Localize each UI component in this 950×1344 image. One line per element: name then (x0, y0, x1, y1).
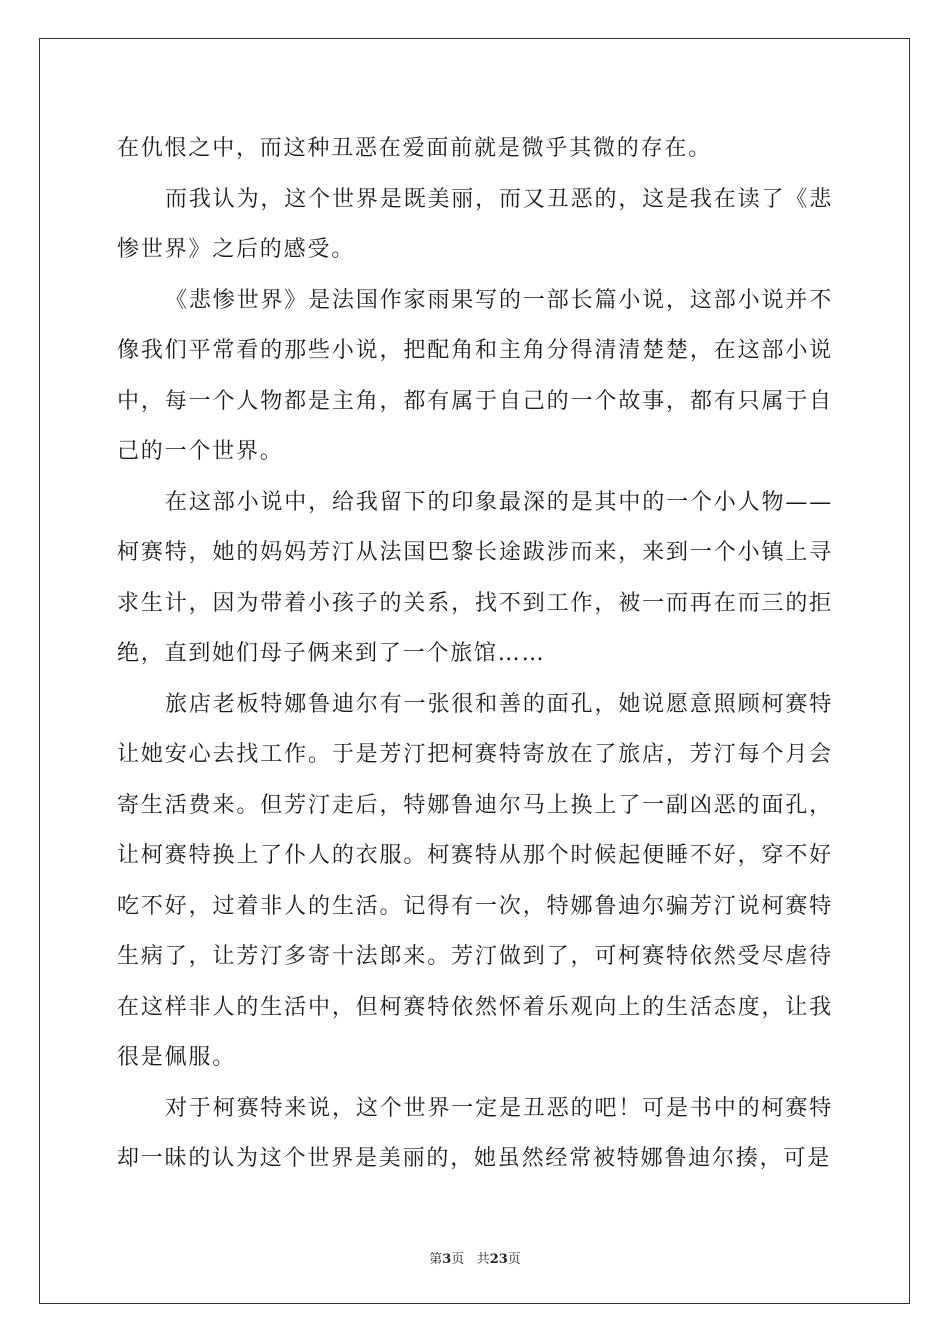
current-page-number: 3 (442, 1252, 452, 1267)
footer-total-suffix: 页 (507, 1252, 521, 1267)
total-pages-number: 23 (489, 1252, 508, 1267)
document-body (117, 124, 833, 1185)
paragraph-2: 而我认为，这个世界是既美丽，而又丑恶的，这是我在读了《悲惨世界》之后的感受。 (117, 186, 833, 262)
paragraph-5: 旅店老板特娜鲁迪尔有一张很和善的面孔，她说愿意照顾柯赛特让她安心去找工作。于是芳汀把柯赛特寄放在了旅店，芳汀每个月会寄生活费来。但芳汀走后，特娜鲁迪尔马上换上了一副凶恶的面孔，让柯赛特换上了仆人的衣服。柯赛特从那个时候起便睡不好，穿不好吃不好，过着非人的生活。记得有一次，特娜鲁迪尔骗芳汀说柯赛特生病了，让芳汀多寄十法郎来。芳汀做到了，可柯赛特依然受尽虐待在这样非人的生活中，但柯赛特依然怀着乐观向上的生活态度，让我很是佩服。 (117, 691, 833, 1070)
footer-total-prefix: 共 (476, 1252, 490, 1267)
paragraph-3: 《悲惨世界》是法国作家雨果写的一部长篇小说，这部小说并不像我们平常看的那些小说，把配角和主角分得清清楚楚，在这部小说中，每一个人物都是主角，都有属于自己的一个故事，都有只属于自己的一个世界。 (117, 287, 833, 464)
paragraph-1: 在仇恨之中，而这种丑恶在爱面前就是微乎其微的存在。 (117, 136, 713, 161)
footer-page-word: 页 (451, 1252, 465, 1267)
footer-prefix: 第 (429, 1252, 443, 1267)
paragraph-4: 在这部小说中，给我留下的印象最深的是其中的一个小人物——柯赛特，她的妈妈芳汀从法国巴黎长途跋涉而来，来到一个小镇上寻求生计，因为带着小孩子的关系，找不到工作，被一而再在而三的拒绝，直到她们母子俩来到了一个旅馆…… (117, 489, 833, 666)
paragraph-6: 对于柯赛特来说，这个世界一定是丑恶的吧！可是书中的柯赛特却一昧的认为这个世界是美丽的，她虽然经常被特娜鲁迪尔揍，可是 (117, 1095, 833, 1171)
page-footer (0, 1248, 950, 1267)
